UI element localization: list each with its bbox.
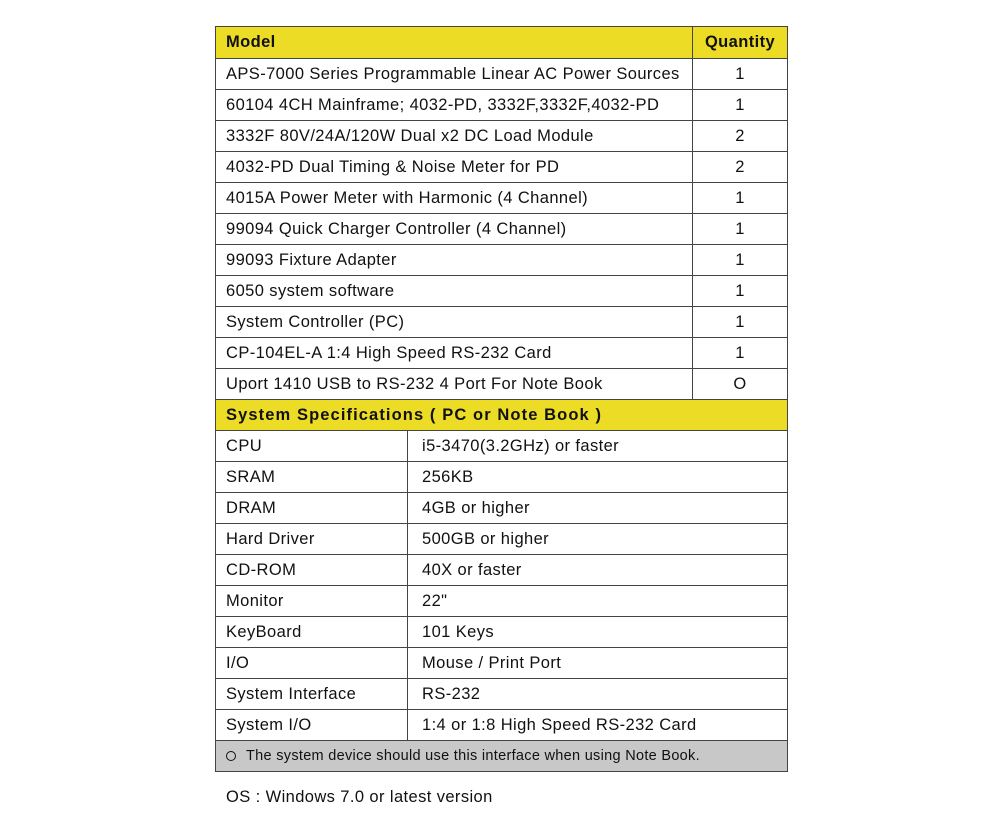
parts-row [216, 244, 787, 275]
spec-row [216, 492, 787, 523]
spec-row [216, 461, 787, 492]
spec-row [216, 709, 787, 740]
spec-row [216, 585, 787, 616]
parts-row [216, 306, 787, 337]
parts-row [216, 337, 787, 368]
parts-row [216, 151, 787, 182]
spec-row [216, 554, 787, 585]
model-cell: CP-104EL-A 1:4 High Speed RS-232 Card [216, 338, 693, 368]
quantity-cell: 2 [735, 157, 745, 176]
spec-name-cell: I/O [216, 648, 408, 678]
spec-name-cell: DRAM [216, 493, 408, 523]
spec-value-cell: 40X or faster [422, 560, 522, 579]
quantity-cell: O [733, 374, 747, 393]
quantity-cell: 1 [735, 312, 745, 331]
model-cell: 6050 system software [216, 276, 693, 306]
spec-value-cell: 101 Keys [422, 622, 494, 641]
quantity-cell: 1 [735, 343, 745, 362]
spec-row [216, 616, 787, 647]
quantity-column-header: Quantity [704, 33, 776, 51]
spec-name-cell: Hard Driver [216, 524, 408, 554]
note-text-wrapper [216, 741, 700, 771]
model-column-header: Model [216, 27, 693, 58]
spec-value-cell: Mouse / Print Port [422, 653, 562, 672]
parts-row [216, 368, 787, 399]
note-row [216, 740, 787, 771]
model-cell: 3332F 80V/24A/120W Dual x2 DC Load Module [216, 121, 693, 151]
parts-row [216, 182, 787, 213]
parts-row [216, 58, 787, 89]
spec-value-cell: 1:4 or 1:8 High Speed RS-232 Card [422, 715, 697, 734]
spec-row [216, 430, 787, 461]
model-cell: 60104 4CH Mainframe; 4032-PD, 3332F,3332F,4032-PD [216, 90, 693, 120]
quantity-cell: 1 [735, 250, 745, 269]
specs-header-row [216, 399, 787, 430]
spec-value-cell: 4GB or higher [422, 498, 530, 517]
spec-row [216, 678, 787, 709]
parts-row [216, 213, 787, 244]
model-cell: 99094 Quick Charger Controller (4 Channel) [216, 214, 693, 244]
quantity-cell: 1 [735, 64, 745, 83]
model-cell: 4032-PD Dual Timing & Noise Meter for PD [216, 152, 693, 182]
spec-name-cell: System Interface [216, 679, 408, 709]
spec-name-cell: System I/O [216, 710, 408, 740]
quantity-cell: 1 [735, 188, 745, 207]
model-cell: 4015A Power Meter with Harmonic (4 Channel) [216, 183, 693, 213]
model-cell: System Controller (PC) [216, 307, 693, 337]
spec-name-cell: Monitor [216, 586, 408, 616]
spec-name-cell: CD-ROM [216, 555, 408, 585]
parts-row [216, 89, 787, 120]
quantity-cell: 1 [735, 95, 745, 114]
quantity-cell: 2 [735, 126, 745, 145]
spec-row [216, 523, 787, 554]
parts-header-row [216, 27, 787, 58]
spec-name-cell: CPU [216, 431, 408, 461]
circle-marker-icon [226, 751, 236, 761]
spec-sheet-table [215, 26, 788, 772]
note-text: The system device should use this interface when using Note Book. [246, 748, 700, 764]
os-requirement-text: OS : Windows 7.0 or latest version [226, 788, 493, 806]
spec-value-cell: 256KB [422, 467, 474, 486]
model-cell: 99093 Fixture Adapter [216, 245, 693, 275]
quantity-cell: 1 [735, 219, 745, 238]
spec-value-cell: 500GB or higher [422, 529, 550, 548]
model-cell: APS-7000 Series Programmable Linear AC Power Sources [216, 59, 693, 89]
spec-row [216, 647, 787, 678]
parts-row [216, 275, 787, 306]
spec-name-cell: SRAM [216, 462, 408, 492]
spec-value-cell: 22" [422, 591, 448, 610]
spec-value-cell: RS-232 [422, 684, 481, 703]
parts-row [216, 120, 787, 151]
model-cell: Uport 1410 USB to RS-232 4 Port For Note Book [216, 369, 693, 399]
spec-value-cell: i5-3470(3.2GHz) or faster [422, 436, 620, 455]
quantity-cell: 1 [735, 281, 745, 300]
specs-section-title: System Specifications ( PC or Note Book ) [226, 405, 603, 424]
spec-name-cell: KeyBoard [216, 617, 408, 647]
